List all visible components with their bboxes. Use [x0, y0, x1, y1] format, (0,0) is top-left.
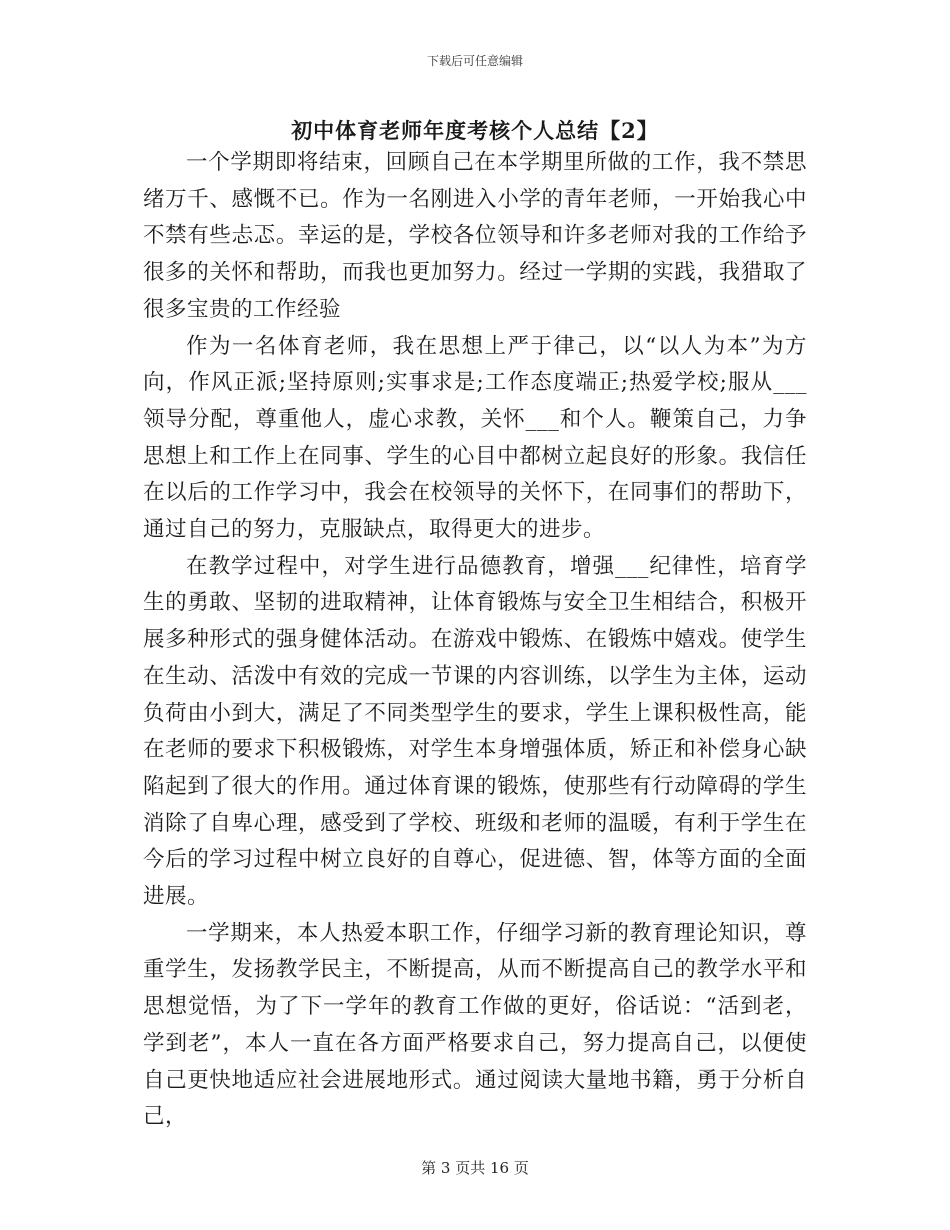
page-header: 下载后可任意编辑: [426, 54, 523, 68]
paragraph-1: 一个学期即将结束，回顾自己在本学期里所做的工作，我不禁思绪万千、感慨不已。作为一名刚进入小学的青年老师，一开始我心中不禁有些忐忑。幸运的是，学校各位领导和许多老师对我的工作给予很多的关怀和帮助，而我也更加努力。经过一学期的实践，我猎取了很多宝贵的工作经验: [143, 150, 807, 322]
page-number: 第 3 页共 16 页: [421, 1159, 529, 1177]
document-body: [143, 145, 807, 1136]
paragraph-3: 在教学过程中，对学生进行品德教育，增强___纪律性，培育学生的勇敢、坚韧的进取精神，让体育锻炼与安全卫生相结合，积极开展多种形式的强身健体活动。在游戏中锻炼、在锻炼中嬉戏。使学生在生动、活泼中有效的完成一节课的内容训练，以学生为主体，运动负荷由小到大，满足了不同类型学生的要求，学生上课积极性高，能在老师的要求下积极锻炼，对学生本身增强体质，矫正和补偿身心缺陷起到了很大的作用。通过体育课的锻炼，使那些有行动障碍的学生消除了自卑心理，感受到了学校、班级和老师的温暖，有利于学生在今后的学习过程中树立良好的自尊心，促进德、智，体等方面的全面进展。: [143, 553, 807, 910]
paragraph-2: 作为一名体育老师，我在思想上严于律己，以“以人为本”为方向，作风正派;坚持原则;实事求是;工作态度端正;热爱学校;服从___领导分配，尊重他人，虚心求教，关怀___和个人。鞭策自己，力争思想上和工作上在同事、学生的心目中都树立起良好的形象。我信任在以后的工作学习中，我会在校领导的关怀下，在同事们的帮助下，通过自己的努力，克服缺点，取得更大的进步。: [143, 333, 807, 543]
document-title: 初中体育老师年度考核个人总结【2】: [291, 118, 659, 143]
paragraph-4: 一学期来，本人热爱本职工作，仔细学习新的教育理论知识，尊重学生，发扬教学民主，不断提高，从而不断提高自己的教学水平和思想觉悟，为了下一学年的教育工作做的更好，俗话说：“活到老，学到老”，本人一直在各方面严格要求自己，努力提高自己，以便使自己更快地适应社会进展地形式。通过阅读大量地书籍，勇于分析自己，: [143, 920, 807, 1130]
